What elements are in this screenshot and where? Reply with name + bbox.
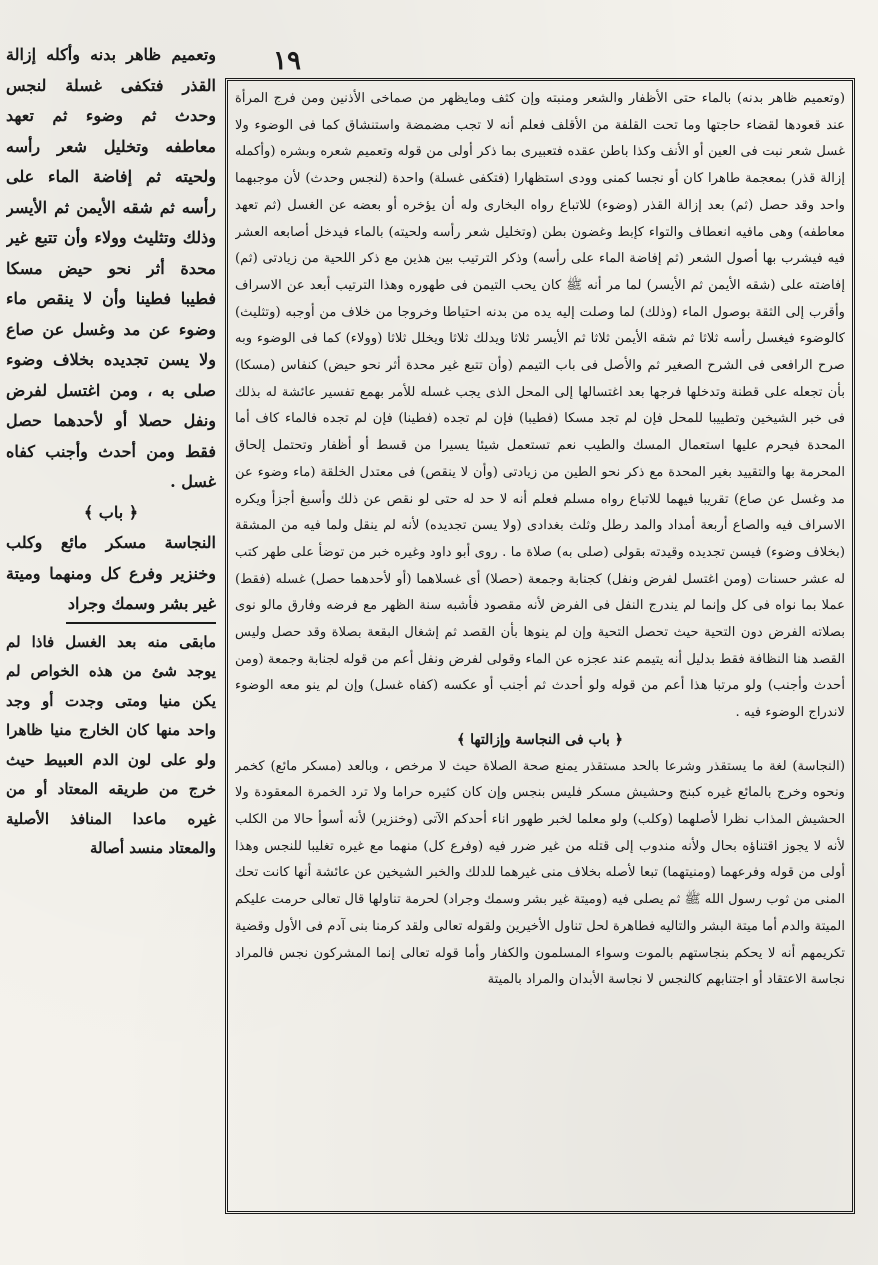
main-paragraph-2: (النجاسة) لغة ما يستقذر وشرعا بالحد مستقذر يمنع صحة الصلاة حيث لا مرخص ، وبالعد (مسكر مائع) كخمر ونحوه وخرج بالمائع غيره كبنج وحشيش مسكر فليس بنجس وإن كان كثيره حراما ولا ترد الخمرة المعقودة ولا الحشيش المذاب نظرا لأصلهما (وكلب) ولو معلما لخبر طهور اناء أحدكم الآتى (وخنزير) لأنه أسوأ حالا من الكلب لأنه لا يجوز اقتناؤه بحال ولأنه مندوب إلى قتله من غير ضرر فيه (وفرع كل) منهما مع غيره تغليبا للنجس وهذا أولى من قوله وفرعهما (ومنيتهما) تبعا لأصله بخلاف منى غيرهما للدلك والخبر الشيخين عن عائشة أنها كانت تحك المنى من ثوب رسول الله ﷺ ثم يصلى فيه (وميتة غير بشر وسمك وجراد) لحرمة تناولها قال تعالى حرمت عليكم الميتة والدم أما ميتة البشر والتاليه فطاهرة لحل تناول الأخيرين ولقوله تعالى ولقد كرمنا بنى آدم فى الأول وقضية تكريمهم أنه لا يحكم بنجاستهم بالموت وسواء المسلمون والكفار وأما قوله تعالى إنما المشركون نجس فالمراد نجاسة الاعتقاد أو اجتنابهم كالنجس لا نجاسة الأبدان والمراد بالميتة [235,758,845,988]
margin-chapter-heading: ﴿ باب ﴾ [83,502,139,522]
margin-upper-text: وتعميم ظاهر بدنه وأكله إزالة القذر فتكفى غسلة لنجس وحدث ثم وضوء ثم تعهد معاطفه وتخليل شعر رأسه ولحيته ثم إفاضة الماء على رأسه ثم شقه الأيمن ثم الأيسر وذلك وتثليث وولاء وأن تتبع غير محدة أثر نحو حيض مسكا فطيبا فطينا وأن لا ينقص ماء وضوء عن مد وغسل عن صاع ولا يسن تجديده بخلاف وضوء صلى به ، ومن اغتسل لفرض ونفل حصلا أو لأحدهما حصل فقط ومن أحدث وأجنب كفاه غسل . [6,45,216,491]
main-paragraph-1: (وتعميم ظاهر بدنه) بالماء حتى الأظفار والشعر ومنبته وإن كثف ومايظهر من صماخى الأذنين ومن فرج المرأة عند قعودها لقضاء حاجتها وما تحت القلفة من الأقلف فعلم أنه لا تجب مضمضة واستنشاق كما فى الوضوء ولا غسل شعر نبت فى العين أو الأنف وكذا باطن عقده فتعبيرى بما ذكر أولى من قوله وتعميم شعره وبشره (وأكمله إزالة قذر) بمعجمة طاهرا كان أو نجسا كمنى وودى استظهارا (فتكفى غسلة) واحدة (لنجس وحدث) لأن موجبهما واحد وقد حصل (ثم) بعد إزالة القذر (وضوء) للاتباع رواه البخارى وله أن يؤخره أو بعضه عن الغسل (ثم تعهد معاطفه) وهى مافيه انعطاف والتواء كإبط وغضون بطن (وتخليل شعر رأسه ولحيته) بالماء فيدخل أصابعه العشر فيه فيشرب بها أصول الشعر (ثم إفاضة الماء على رأسه) وذكر الترتيب بين هذين مع ذكر اللحية من زيادتى (ثم) إفاضته على (شقه الأيمن ثم الأيسر) لما مر أنه ﷺ كان يحب التيمن فى طهوره وهذا الترتيب أبعد عن الاسراف وأقرب إلى الثقة بوصول الماء (وذلك) لما وصلت إليه يده من بدنه احتياطا وخروجا من خلاف من أوجبه (وتثليث) كالوضوء فيغسل رأسه ثلاثا ثم شقه الأيمن ثلاثا ثم الأيسر ثلاثا ويدلك ثلاثا ويخلل ثلاثا (وولاء) كما فى الوضوء وبه صرح الرافعى فى الشرح الصغير ثم والأصل فى باب التيمم (وأن تتبع غير محدة أثر نحو حيض) كنفاس (مسكا) بأن تجعله على قطنة وتدخلها فرجها بعد اغتسالها إلى المحل الذى يجب غسله للأمر بهمع تفسير عائشة له بذلك فى خبر الشيخين وتطييبا للمحل فإن لم تجد مسكا (فطيبا) فإن لم تجده (فطينا) فإن لم تجده فالماء كاف أما المحدة فيحرم عليها استعمال المسك والطيب نعم تستعمل شيئا يسيرا من قسط أو أظفار وتحتمل إلحاق المحرمة بها والتقييد بغير المحدة مع ذكر نحو الطين من زيادتى (وأن لا ينقص) فى معتدل الخلقة (ماء وضوء عن مد وغسل عن صاع) تقريبا فيهما للاتباع رواه مسلم فعلم أنه لا حد له حتى لو نقص عن ذلك وأسبغ أجزأ ويكره الاسراف فيه والصاع أربعة أمداد والمد رطل وثلث بغدادى (ولا يسن تجديده) لأنه لم ينقل ولما فيه من المشقة (بخلاف وضوء) فيسن تجديده وقيدته بقولى (صلى به) صلاة ما . روى أبو داود وغيره خبر من توضأ على طهر كتب له عشر حسنات (ومن اغتسل لفرض ونفل) كجنابة وجمعة (حصلا) أى غسلاهما (أو لأحدهما حصل) غسله (فقط) عملا بما نواه فى كل وإنما لم يندرج النفل فى الفرض لأنه مقصود فأشبه سنة الظهر مع فرضه وفارق مالو نوى بصلاته الفرض دون التحية حيث تحصل التحية وإن لم ينوها بأن القصد ثم إشغال البقعة بصلاة وقد حصل وليس القصد هنا النظافة فقط بدليل أنه يتيمم عند عجزه عن الماء وقولى لفرض ونفل أعم من قوله لجنابة وجمعة (ومن أحدث وأجنب) ولو مرتبا هذا أعم من قوله ولو أحدث ثم أجنب أو عكسه (كفاه غسل) وإن لم ينو معه الوضوء لاندراج الوضوء فيه . [235,91,845,721]
main-chapter-heading: ﴿ باب فى النجاسة وإزالتها ﴾ [457,731,623,748]
page-number: ١٩ [273,46,301,76]
margin-lower-text: مابقى منه بعد الغسل فاذا لم يوجد شئ من هذه الخواص لم يكن منيا ومتى وجدت أو وجد واحد منها كان الخارج منيا ظاهرا ولو على لون الدم العبيط حيث خرج من طريقه المعتاد أو من غيره ماعدا المنافذ الأصلية والمعتاد منسد أصالة [6,632,216,857]
main-text-body [235,86,845,1208]
margin-column [6,40,216,1260]
margin-chapter-text: النجاسة مسكر مائع وكلب وخنزير وفرع كل ومنهما وميتة غير بشر وسمك وجراد [6,533,216,613]
margin-divider [66,622,216,624]
